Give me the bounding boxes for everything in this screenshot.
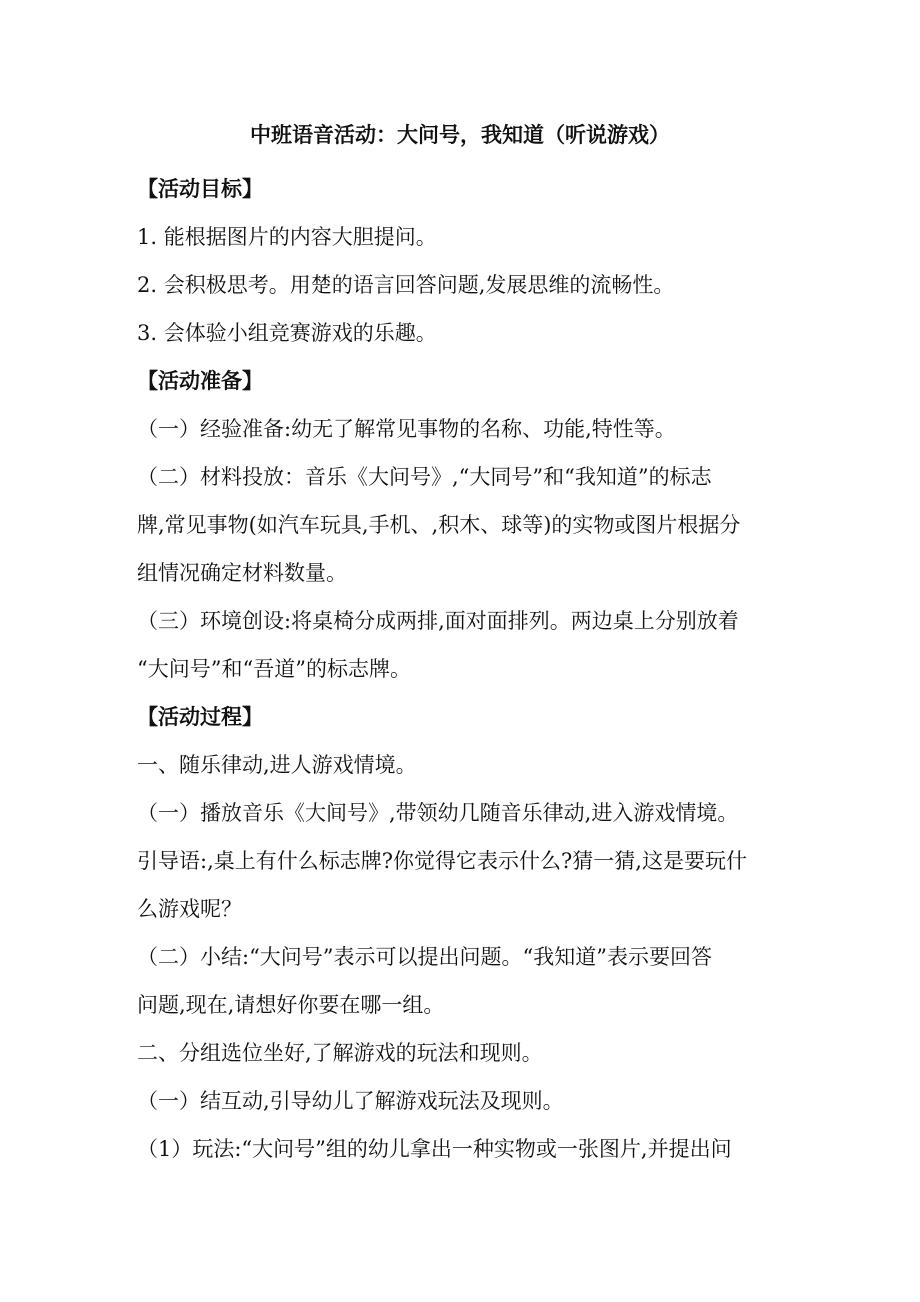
paragraph-line: 组情况确定材料数量。 xyxy=(137,561,347,585)
paragraph-line: “大问号”和“吾道”的标志牌。 xyxy=(137,657,411,681)
paragraph-line: 问题,现在,请想好你要在哪一组。 xyxy=(137,993,445,1017)
paragraph-line: 牌,常见事物(如汽车玩具,手机、,积木、球等)的实物或图片根据分 xyxy=(137,513,741,537)
section-heading-process: 【活动过程】 xyxy=(137,704,263,729)
section-heading-preparation: 【活动准备】 xyxy=(137,368,263,393)
section-heading-goals: 【活动目标】 xyxy=(137,176,263,201)
paragraph-line: （二）材料投放：音乐《大问号》,“大同号”和“我知道”的标志 xyxy=(137,465,712,489)
paragraph-line: 3. 会体验小组竞赛游戏的乐趣。 xyxy=(137,321,437,345)
paragraph-line: 1. 能根据图片的内容大胆提问。 xyxy=(137,225,437,249)
paragraph-line: 二、分组选位坐好,了解游戏的玩法和现则。 xyxy=(137,1041,543,1065)
paragraph-line: （一）播放音乐《大间号》,带领幼几随音乐律动,进入游戏情境。 xyxy=(137,801,739,825)
paragraph-line: （三）环境创设:将桌椅分成两排,面对面排列。两边桌上分别放着 xyxy=(137,609,739,633)
body-text xyxy=(137,165,787,1173)
paragraph-line: （二）小结:“大问号”表示可以提出问题。“我知道”表示要回答 xyxy=(137,945,713,969)
paragraph-line: （一）结互动,引导幼儿了解游戏玩法及现则。 xyxy=(137,1089,564,1113)
paragraph-line: 引导语:,桌上有什么标志牌?你觉得它表示什么?猜一猜,这是要玩什 xyxy=(137,849,747,873)
paragraph-line: 2. 会积极思考。用楚的语言回答问题,发展思维的流畅性。 xyxy=(137,273,675,297)
paragraph-line: （1）玩法:“大问号”组的幼儿拿出一种实物或一张图片,并提出问 xyxy=(137,1137,732,1161)
paragraph-line: 一、随乐律动,进人游戏情境。 xyxy=(137,753,417,777)
document-title: 中班语音活动：大问号，我知道（听说游戏） xyxy=(250,122,670,147)
paragraph-line: 么游戏呢？ xyxy=(137,897,242,921)
paragraph-line: （一）经验准备:幼无了解常见事物的名称、功能,特性等。 xyxy=(137,417,676,441)
